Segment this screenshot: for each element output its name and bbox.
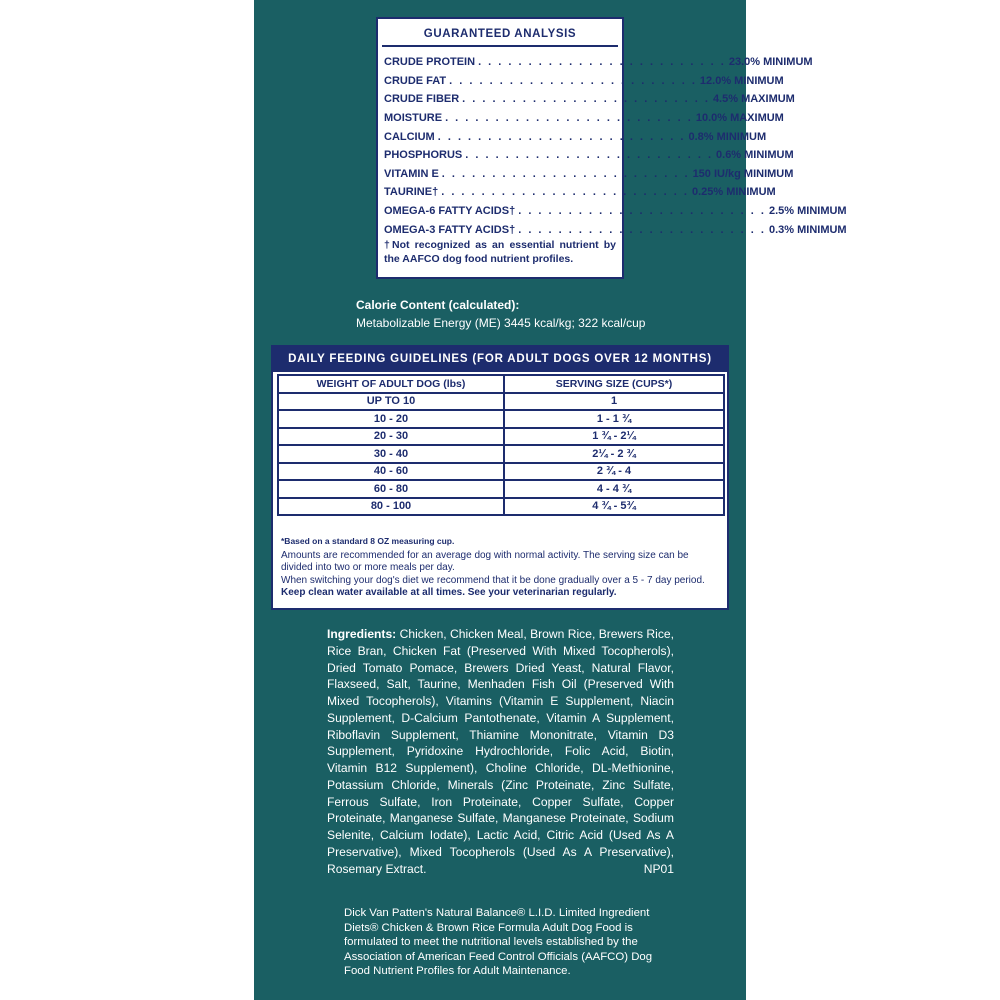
analysis-row — [384, 127, 767, 146]
nutrient-name: OMEGA-6 FATTY ACIDS† — [384, 205, 516, 218]
cup-footnote: *Based on a standard 8 OZ measuring cup. — [281, 536, 455, 546]
nutrient-name: CRUDE FIBER — [384, 93, 460, 106]
analysis-row — [384, 165, 794, 184]
nutrient-name: MOISTURE — [384, 112, 443, 125]
nutrient-value: 0.3% MINIMUM — [768, 223, 847, 236]
analysis-row — [384, 146, 794, 165]
calorie-value: Metabolizable Energy (ME) 3445 kcal/kg; 322 kcal/cup — [356, 316, 646, 330]
table-row — [278, 410, 724, 428]
weight-cell: UP TO 10 — [278, 393, 504, 411]
serving-cell: 4 ¾ - 5¾ — [504, 498, 724, 516]
ingredients-block — [327, 626, 674, 877]
feeding-note-switching: When switching your dog's diet we recommend that it be done gradually over a 5 - 7 day period. — [281, 574, 705, 586]
serving-cell: 1 - 1 ¾ — [504, 410, 724, 428]
leader-dots: . . . . . . . . . . . . . . . . . . . . . . . . . — [445, 112, 693, 125]
leader-dots: . . . . . . . . . . . . . . . . . . . . . . . . . — [478, 56, 726, 69]
nutrient-value: 23.0% MINIMUM — [728, 56, 813, 69]
analysis-rows — [384, 53, 847, 239]
nutrient-value: 0.6% MINIMUM — [716, 149, 794, 162]
ingredients-text: Chicken, Chicken Meal, Brown Rice, Brewers Rice, Rice Bran, Chicken Fat (Preserved With Mixed Tocopherols), Dried Tomato Pomace, Brewers Dried Yeast, Natural Flavor, Flaxseed, Salt, Taurine, Menhaden Fish Oil (Preserved With Mixed Tocopherols), Vitamins (Vitamin E Supplement, Niacin Supplement, D-Calcium Pantothenate, Vitamin A Supplement, Riboflavin Supplement, Thiamine Mononitrate, Vitamin D3 Supplement, Pyridoxine Hydrochloride, Folic Acid, Biotin, Vitamin B12 Supplement), Choline Chloride, DL-Methionine, Potassium Chloride, Minerals (Zinc Proteinate, Zinc Sulfate, Ferrous Sulfate, Iron Proteinate, Copper Sulfate, Copper Proteinate, Manganese Sulfate, Manganese Proteinate, Sodium Selenite, Calcium Iodate), Lactic Acid, Citric Acid (Used As A Preservative), Mixed Tocopherols (Used As A Preservative), Rosemary Extract. — [327, 627, 674, 876]
leader-dots: . . . . . . . . . . . . . . . . . . . . . . . . . — [518, 205, 766, 218]
guaranteed-analysis-title: GUARANTEED ANALYSIS — [423, 28, 577, 40]
analysis-row — [384, 53, 813, 72]
feeding-notes — [281, 535, 721, 600]
leader-dots: . . . . . . . . . . . . . . . . . . . . . . . . . — [518, 223, 766, 236]
nutrient-value: 2.5% MINIMUM — [768, 205, 847, 218]
nutrient-name: VITAMIN E — [384, 167, 439, 180]
nutrient-value: 150 IU/kg MINIMUM — [692, 167, 794, 180]
leader-dots: . . . . . . . . . . . . . . . . . . . . . . . . . — [462, 93, 710, 106]
feeding-title: DAILY FEEDING GUIDELINES (FOR ADULT DOGS OVER 12 MONTHS) — [273, 347, 727, 372]
calorie-title: Calorie Content (calculated): — [356, 298, 520, 312]
nutrient-name: TAURINE† — [384, 186, 439, 199]
nutrient-name: CALCIUM — [384, 130, 435, 143]
serving-cell: 4 - 4 ¾ — [504, 480, 724, 498]
serving-cell: 1 ¾ - 2¼ — [504, 428, 724, 446]
nutrient-value: 10.0% MAXIMUM — [695, 112, 784, 125]
analysis-row — [384, 183, 776, 202]
weight-cell: 10 - 20 — [278, 410, 504, 428]
table-row — [278, 428, 724, 446]
leader-dots: . . . . . . . . . . . . . . . . . . . . . . . . . — [437, 130, 686, 143]
nutrient-name: PHOSPHORUS — [384, 149, 463, 162]
nutrient-value: 0.25% MINIMUM — [691, 186, 776, 199]
table-row — [278, 445, 724, 463]
analysis-row — [384, 202, 847, 221]
guaranteed-analysis-box — [376, 17, 847, 279]
weight-cell: 20 - 30 — [278, 428, 504, 446]
analysis-row — [384, 90, 795, 109]
serving-cell: 2 ¾ - 4 — [504, 463, 724, 481]
table-header-row — [278, 375, 724, 393]
ingredients-label: Ingredients: — [327, 627, 397, 641]
table-row — [278, 498, 724, 516]
serving-cell: 2¼ - 2 ¾ — [504, 445, 724, 463]
nutrient-name: CRUDE PROTEIN — [384, 56, 476, 69]
analysis-row — [384, 220, 847, 239]
weight-cell: 60 - 80 — [278, 480, 504, 498]
nutrient-value: 4.5% MAXIMUM — [712, 93, 795, 106]
feeding-guidelines-box — [271, 345, 729, 610]
serving-column-header: SERVING SIZE (CUPS*) — [504, 375, 724, 393]
product-code: NP01 — [643, 861, 674, 876]
feeding-note-water: Keep clean water available at all times. See your veterinarian regularly. — [281, 587, 617, 598]
nutrient-name: CRUDE FAT — [384, 74, 447, 87]
table-row — [278, 463, 724, 481]
leader-dots: . . . . . . . . . . . . . . . . . . . . . . . . . — [441, 186, 689, 199]
table-row — [278, 393, 724, 411]
leader-dots: . . . . . . . . . . . . . . . . . . . . . . . . . — [441, 167, 690, 180]
feeding-note-amounts: Amounts are recommended for an average dog with normal activity. The serving size can be divided into two or more meals per day. — [281, 549, 689, 573]
leader-dots: . . . . . . . . . . . . . . . . . . . . . . . . . — [465, 149, 714, 162]
serving-cell: 1 — [504, 393, 724, 411]
weight-cell: 30 - 40 — [278, 445, 504, 463]
weight-cell: 40 - 60 — [278, 463, 504, 481]
analysis-row — [384, 72, 784, 91]
calorie-content — [356, 296, 645, 332]
weight-column-header: WEIGHT OF ADULT DOG (lbs) — [278, 375, 504, 393]
weight-cell: 80 - 100 — [278, 498, 504, 516]
nutrient-name: OMEGA-3 FATTY ACIDS† — [384, 223, 516, 236]
nutrient-value: 0.8% MINIMUM — [688, 130, 767, 143]
analysis-row — [384, 109, 784, 128]
feeding-table — [277, 374, 725, 516]
nutrient-value: 12.0% MINIMUM — [699, 74, 784, 87]
aafco-statement: Dick Van Patten's Natural Balance® L.I.D. Limited Ingredient Diets® Chicken & Brown Rice Formula Adult Dog Food is formulated to meet the nutritional levels established by the Association of American Feed Control Officials (AAFCO) Dog Food Nutrient Profiles for Adult Maintenance. — [344, 907, 653, 978]
analysis-footnote: †Not recognized as an essential nutrient by the AAFCO dog food nutrient profiles. — [384, 239, 616, 265]
title-divider — [382, 45, 618, 47]
table-row — [278, 480, 724, 498]
leader-dots: . . . . . . . . . . . . . . . . . . . . . . . . . — [449, 74, 697, 87]
